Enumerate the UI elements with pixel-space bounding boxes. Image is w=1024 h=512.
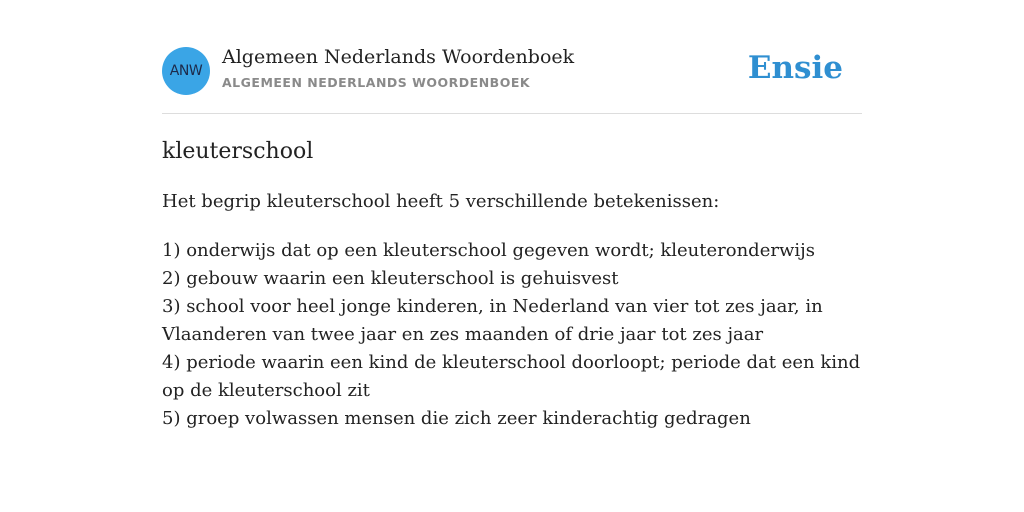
entry-term: kleuterschool (162, 139, 314, 164)
source-header (162, 46, 862, 96)
anw-logo (162, 47, 210, 95)
meanings-list (162, 237, 862, 433)
source-title[interactable]: Algemeen Nederlands Woordenboek (222, 46, 575, 68)
source-subtitle: ALGEMEEN NEDERLANDS WOORDENBOEK (222, 75, 531, 90)
logo-text: ANW (169, 63, 203, 79)
dictionary-card (162, 0, 862, 512)
meaning-item: 2) gebouw waarin een kleuterschool is gehuisvest (162, 268, 619, 289)
entry-intro: Het begrip kleuterschool heeft 5 verschillende betekenissen: (162, 191, 720, 212)
ensie-logo[interactable]: Ensie (747, 50, 843, 86)
meaning-item: 3) school voor heel jonge kinderen, in Nederland van vier tot zes jaar, in Vlaanderen van twee jaar en zes maanden of drie jaar tot zes jaar (162, 296, 823, 345)
meaning-item: 5) groep volwassen mensen die zich zeer kinderachtig gedragen (162, 408, 751, 429)
meaning-item: 4) periode waarin een kind de kleuterschool doorloopt; periode dat een kind op de kleuterschool zit (162, 352, 861, 401)
divider (162, 113, 862, 114)
meaning-item: 1) onderwijs dat op een kleuterschool gegeven wordt; kleuteronderwijs (162, 240, 815, 261)
